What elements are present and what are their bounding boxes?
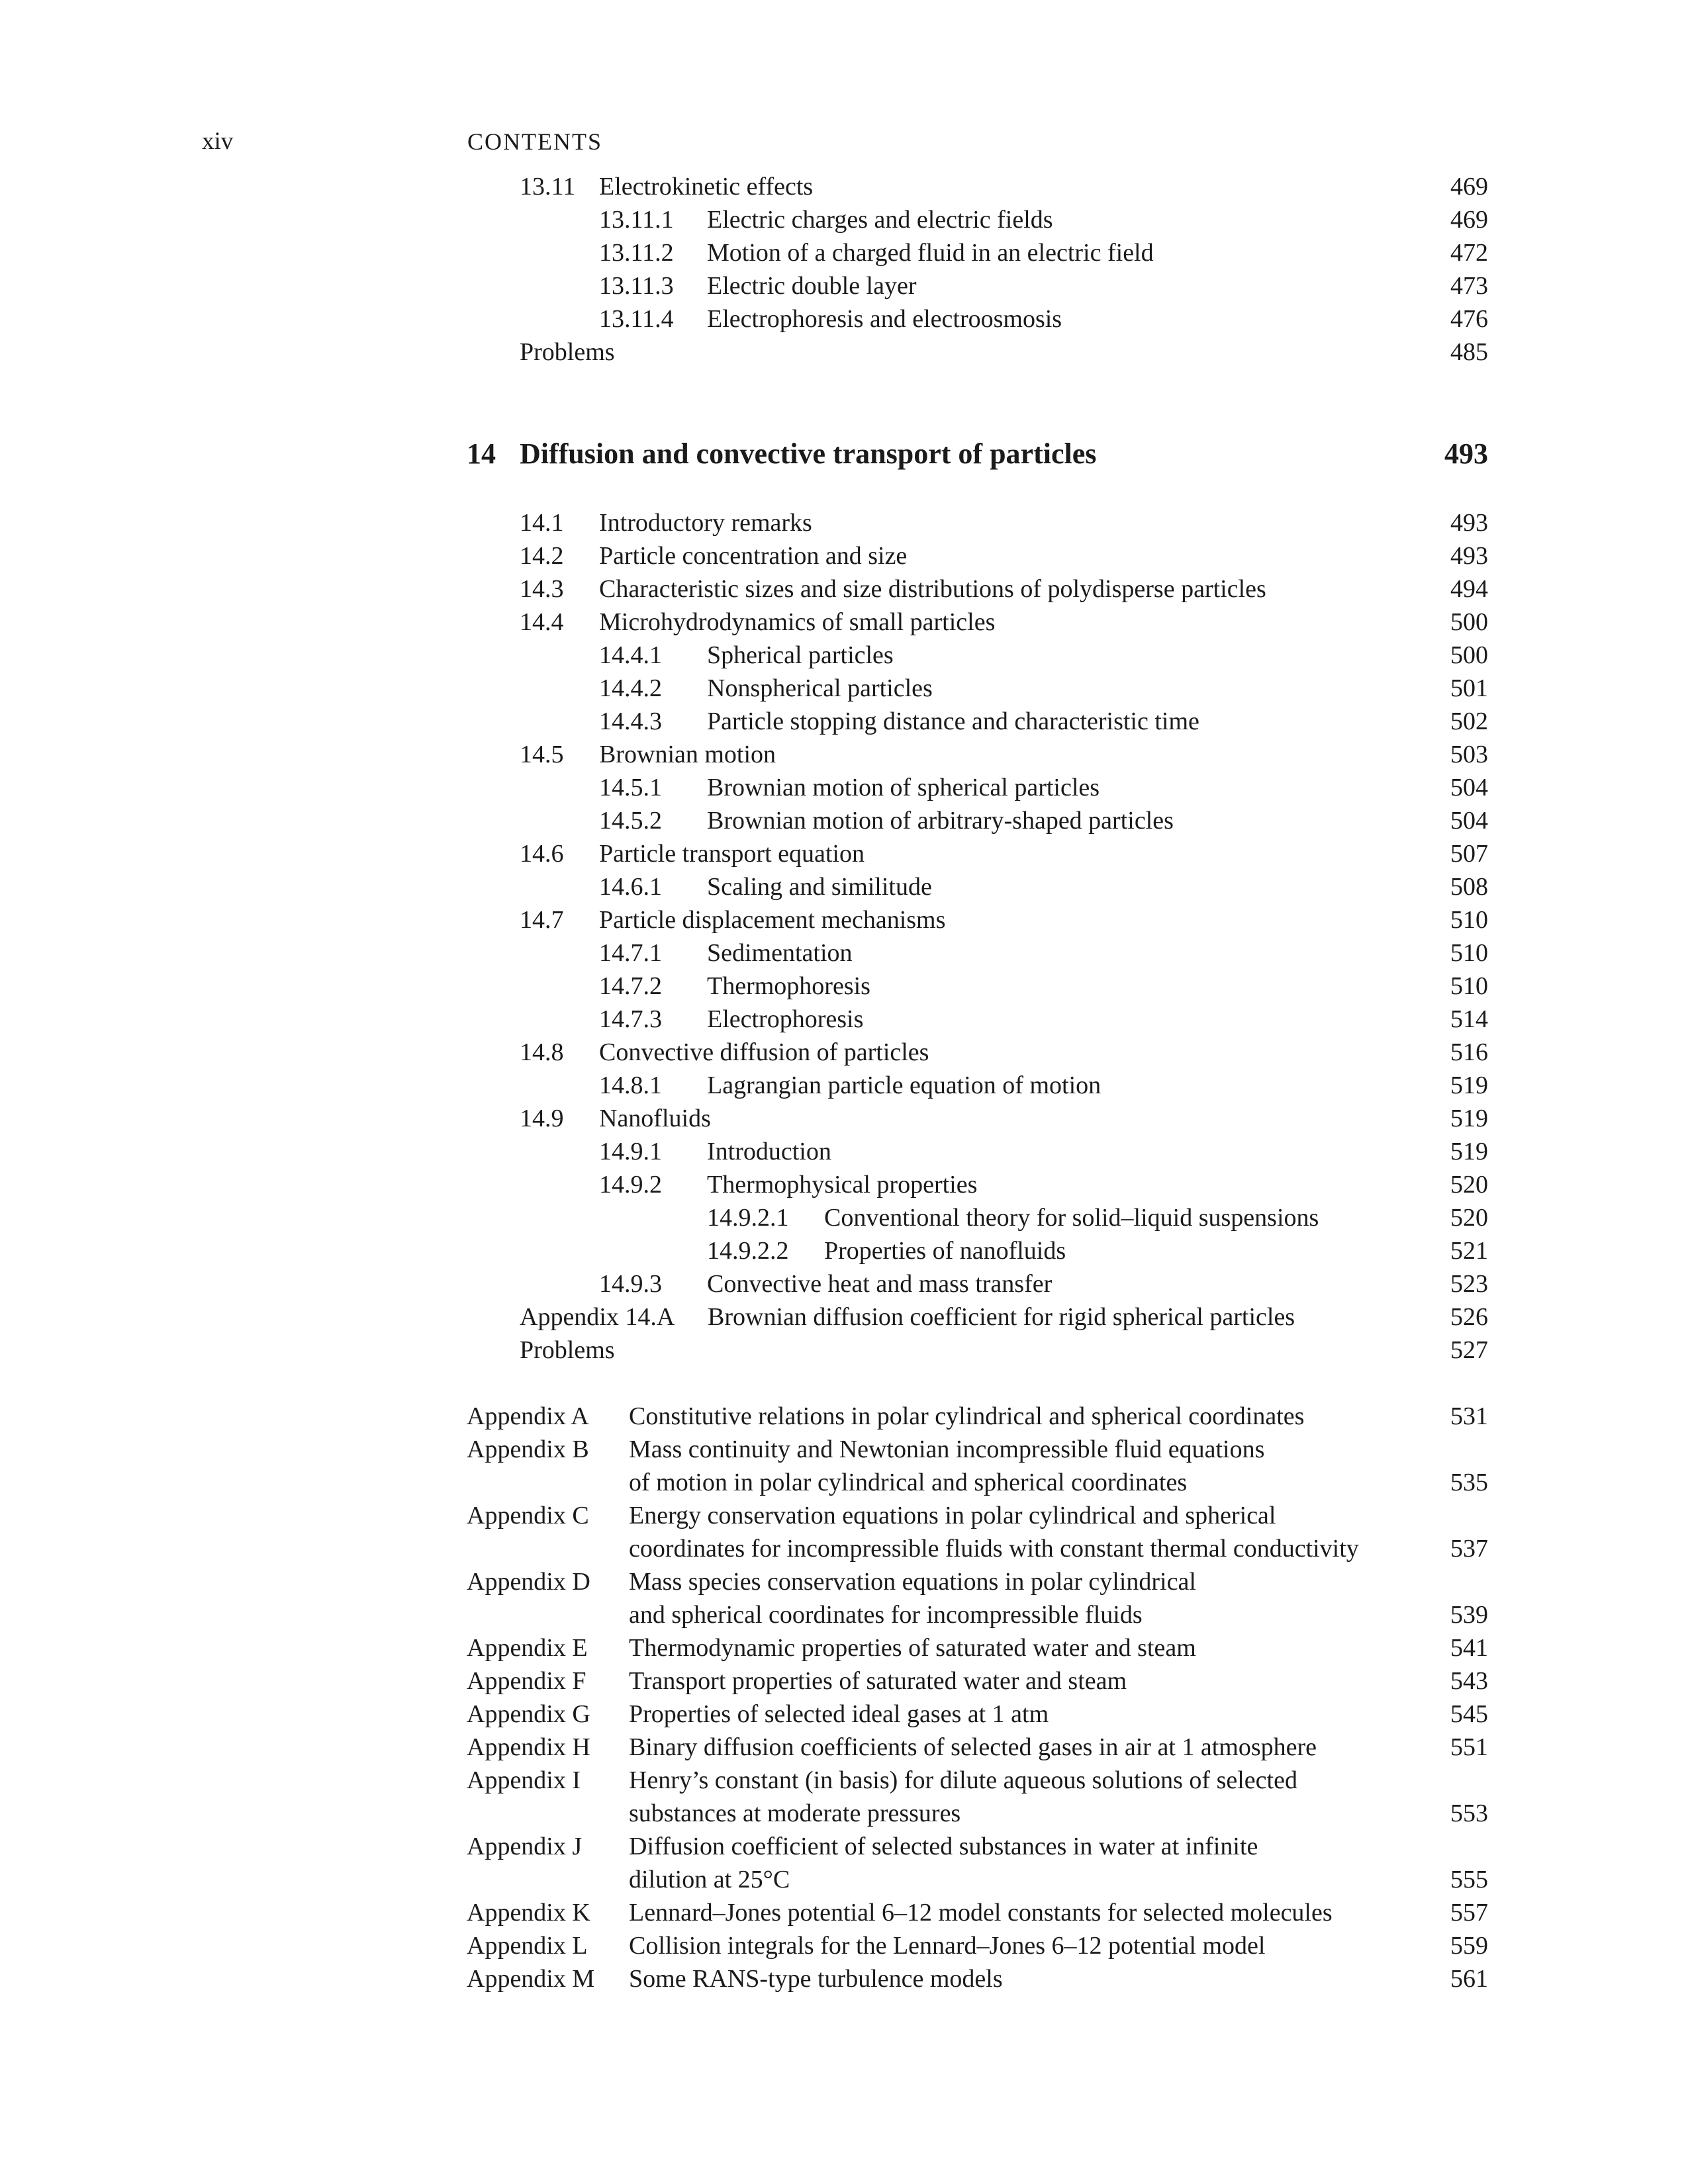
entry-title: Electrophoresis and electroosmosis — [707, 305, 1062, 333]
entry-title: Microhydrodynamics of small particles — [599, 608, 996, 636]
entry-number: Appendix F — [467, 1667, 586, 1695]
entry-page-number: 508 — [1450, 873, 1488, 901]
entry-number: Appendix C — [467, 1502, 589, 1529]
running-head: CONTENTS — [467, 128, 602, 155]
entry-title: Collision integrals for the Lennard–Jones 6–12 potential model — [629, 1932, 1266, 1960]
entry-title: Convective heat and mass transfer — [707, 1270, 1053, 1298]
entry-title: Thermophysical properties — [707, 1171, 978, 1199]
entry-title: Electric charges and electric fields — [707, 206, 1053, 234]
toc-entry — [463, 1600, 1488, 1633]
toc-entry — [463, 541, 1488, 574]
entry-page-number: 501 — [1450, 674, 1488, 702]
entry-title: Introduction — [707, 1138, 831, 1165]
entry-page-number: 510 — [1450, 906, 1488, 934]
entry-number: 14.9.2.2 — [707, 1237, 789, 1265]
toc-entry — [463, 1832, 1488, 1865]
entry-title: Some RANS-type turbulence models — [629, 1965, 1003, 1993]
entry-title: Particle concentration and size — [599, 542, 908, 570]
toc-entry — [463, 1468, 1488, 1501]
entry-number: 14.9.3 — [599, 1270, 662, 1298]
toc-section-13-block — [463, 172, 1488, 371]
entry-page-number: 469 — [1450, 206, 1488, 234]
toc-entry — [463, 806, 1488, 839]
entry-title: Electrokinetic effects — [599, 173, 814, 201]
entry-title: Diffusion coefficient of selected substances in water at infinite — [629, 1833, 1258, 1860]
toc-entry — [463, 1402, 1488, 1435]
toc-entry — [463, 608, 1488, 641]
entry-number: 14.8.1 — [599, 1071, 662, 1099]
toc-entry — [463, 839, 1488, 872]
entry-page-number: 500 — [1450, 608, 1488, 636]
entry-title: Lagrangian particle equation of motion — [707, 1071, 1102, 1099]
entry-title: Binary diffusion coefficients of selected gases in air at 1 atmosphere — [629, 1733, 1317, 1761]
entry-number: 14.7 — [520, 906, 564, 934]
entry-number: 14.4.2 — [599, 674, 662, 702]
entry-number: 14.6 — [520, 840, 564, 868]
entry-title: Constitutive relations in polar cylindrical and spherical coordinates — [629, 1402, 1305, 1430]
entry-page-number: 531 — [1450, 1402, 1488, 1430]
entry-page-number: 519 — [1450, 1105, 1488, 1132]
entry-title: Characteristic sizes and size distributions of polydisperse particles — [599, 575, 1266, 603]
toc-entry — [463, 707, 1488, 740]
toc-entry — [463, 1071, 1488, 1104]
toc-entry — [463, 1038, 1488, 1071]
entry-title: Thermodynamic properties of saturated water and steam — [629, 1634, 1196, 1662]
toc-entry — [463, 1633, 1488, 1666]
toc-entry — [463, 740, 1488, 773]
entry-number: Appendix I — [467, 1766, 581, 1794]
entry-number: Appendix L — [467, 1932, 588, 1960]
entry-page-number: 561 — [1450, 1965, 1488, 1993]
entry-page-number: 516 — [1450, 1038, 1488, 1066]
toc-entry — [463, 574, 1488, 608]
entry-page-number: 527 — [1450, 1336, 1488, 1364]
entry-title: Properties of nanofluids — [824, 1237, 1066, 1265]
entry-number: 14.5 — [520, 741, 564, 768]
toc-entry — [463, 1865, 1488, 1898]
entry-page-number: 543 — [1450, 1667, 1488, 1695]
toc-entry — [463, 1964, 1488, 1997]
entry-page-number: 507 — [1450, 840, 1488, 868]
entry-number: 14.1 — [520, 509, 564, 537]
entry-page-number: 472 — [1450, 239, 1488, 267]
entry-page-number: 559 — [1450, 1932, 1488, 1960]
entry-number: 13.11.2 — [599, 239, 674, 267]
entry-number: 14.4 — [520, 608, 564, 636]
entry-title: Spherical particles — [707, 641, 894, 669]
toc-entry — [463, 905, 1488, 938]
entry-title: Mass continuity and Newtonian incompressible fluid equations — [629, 1435, 1265, 1463]
entry-number: 14.6.1 — [599, 873, 662, 901]
entry-page-number: 523 — [1450, 1270, 1488, 1298]
entry-title: coordinates for incompressible fluids with constant thermal conductivity — [629, 1535, 1359, 1563]
entry-page-number: 502 — [1450, 707, 1488, 735]
entry-page-number: 473 — [1450, 272, 1488, 300]
entry-page-number: 541 — [1450, 1634, 1488, 1662]
entry-title: dilution at 25°C — [629, 1866, 790, 1893]
toc-entry — [463, 773, 1488, 806]
entry-page-number: 520 — [1450, 1171, 1488, 1199]
entry-number: Appendix B — [467, 1435, 589, 1463]
toc-entry — [463, 1104, 1488, 1137]
entry-number: 13.11.1 — [599, 206, 674, 234]
entry-title: Brownian motion of arbitrary-shaped particles — [707, 807, 1174, 835]
toc-entry — [463, 338, 1488, 371]
entry-title: Convective diffusion of particles — [599, 1038, 929, 1066]
entry-page-number: 555 — [1450, 1866, 1488, 1893]
entry-number: Appendix D — [467, 1568, 590, 1596]
toc-entry — [463, 1302, 1488, 1336]
entry-title: Energy conservation equations in polar cylindrical and spherical — [629, 1502, 1276, 1529]
toc-entry — [463, 1501, 1488, 1534]
entry-number: 13.11 — [520, 173, 576, 201]
entry-number: 13.11.4 — [599, 305, 674, 333]
entry-page-number: 469 — [1450, 173, 1488, 201]
entry-title: Electric double layer — [707, 272, 917, 300]
toc-entry — [463, 271, 1488, 304]
entry-number: 14.9.2.1 — [707, 1204, 789, 1232]
chapter-page-number: 493 — [1444, 437, 1488, 470]
entry-page-number: 526 — [1450, 1303, 1488, 1331]
toc-entry — [463, 1799, 1488, 1832]
toc-entry — [463, 172, 1488, 205]
entry-page-number: 520 — [1450, 1204, 1488, 1232]
entry-number: Appendix 14.A — [520, 1303, 675, 1331]
chapter-title: Diffusion and convective transport of particles — [520, 437, 1097, 470]
toc-entry — [463, 1666, 1488, 1700]
entry-title: substances at moderate pressures — [629, 1799, 961, 1827]
toc-entry — [463, 1269, 1488, 1302]
entry-title: Nonspherical particles — [707, 674, 933, 702]
entry-title: and spherical coordinates for incompressible fluids — [629, 1601, 1143, 1629]
entry-number: 14.7.1 — [599, 939, 662, 967]
entry-number: Appendix E — [467, 1634, 588, 1662]
entry-page-number: 476 — [1450, 305, 1488, 333]
entry-title: Problems — [520, 1336, 615, 1364]
entry-number: Appendix J — [467, 1833, 583, 1860]
entry-number: 14.5.1 — [599, 774, 662, 801]
entry-number: 14.5.2 — [599, 807, 662, 835]
entry-page-number: 539 — [1450, 1601, 1488, 1629]
entry-page-number: 553 — [1450, 1799, 1488, 1827]
entry-number: 14.9.1 — [599, 1138, 662, 1165]
entry-title: Introductory remarks — [599, 509, 812, 537]
entry-title: Henry’s constant (in basis) for dilute aqueous solutions of selected — [629, 1766, 1297, 1794]
entry-page-number: 510 — [1450, 939, 1488, 967]
entry-title: Motion of a charged fluid in an electric field — [707, 239, 1154, 267]
toc-entry — [463, 674, 1488, 707]
entry-page-number: 510 — [1450, 972, 1488, 1000]
entry-title: Sedimentation — [707, 939, 853, 967]
toc-entry — [463, 508, 1488, 541]
entry-title: Nanofluids — [599, 1105, 711, 1132]
entry-title: Conventional theory for solid–liquid suspensions — [824, 1204, 1319, 1232]
entry-page-number: 551 — [1450, 1733, 1488, 1761]
entry-number: 14.4.1 — [599, 641, 662, 669]
entry-title: Particle stopping distance and characteristic time — [707, 707, 1199, 735]
toc-entry — [463, 1700, 1488, 1733]
chapter-row — [463, 437, 1488, 474]
entry-title: Particle displacement mechanisms — [599, 906, 946, 934]
entry-title: Thermophoresis — [707, 972, 870, 1000]
entry-number: Appendix G — [467, 1700, 590, 1728]
entry-number: 13.11.3 — [599, 272, 674, 300]
toc-entry — [463, 972, 1488, 1005]
entry-page-number: 493 — [1450, 509, 1488, 537]
toc-entry — [463, 1931, 1488, 1964]
entry-title: Problems — [520, 338, 615, 366]
toc-entry — [463, 1435, 1488, 1468]
entry-number: 14.2 — [520, 542, 564, 570]
entry-number: 14.9 — [520, 1105, 564, 1132]
entry-number: Appendix M — [467, 1965, 595, 1993]
entry-number: Appendix A — [467, 1402, 589, 1430]
entry-page-number: 521 — [1450, 1237, 1488, 1265]
entry-page-number: 500 — [1450, 641, 1488, 669]
entry-page-number: 535 — [1450, 1469, 1488, 1496]
entry-number: 14.3 — [520, 575, 564, 603]
toc-entry — [463, 1236, 1488, 1269]
entry-page-number: 557 — [1450, 1899, 1488, 1927]
entry-page-number: 504 — [1450, 774, 1488, 801]
toc-entry — [463, 1137, 1488, 1170]
entry-title: Electrophoresis — [707, 1005, 864, 1033]
entry-number: 14.7.3 — [599, 1005, 662, 1033]
toc-entry — [463, 641, 1488, 674]
entry-page-number: 545 — [1450, 1700, 1488, 1728]
chapter-14-heading-block — [463, 437, 1488, 474]
toc-entry — [463, 1170, 1488, 1203]
entry-title: Mass species conservation equations in polar cylindrical — [629, 1568, 1196, 1596]
entry-title: Brownian motion of spherical particles — [707, 774, 1100, 801]
toc-entry — [463, 205, 1488, 238]
toc-entry — [463, 1567, 1488, 1600]
toc-section-14-block — [463, 508, 1488, 1369]
entry-page-number: 504 — [1450, 807, 1488, 835]
toc-entry — [463, 1336, 1488, 1369]
toc-entry — [463, 1733, 1488, 1766]
entry-page-number: 503 — [1450, 741, 1488, 768]
entry-title: Brownian motion — [599, 741, 776, 768]
entry-page-number: 537 — [1450, 1535, 1488, 1563]
entry-title: Transport properties of saturated water and steam — [629, 1667, 1127, 1695]
toc-entry — [463, 1005, 1488, 1038]
toc-entry — [463, 1898, 1488, 1931]
entry-number: 14.7.2 — [599, 972, 662, 1000]
entry-page-number: 519 — [1450, 1138, 1488, 1165]
toc-entry — [463, 1203, 1488, 1236]
toc-entry — [463, 1534, 1488, 1567]
entry-number: 14.8 — [520, 1038, 564, 1066]
toc-entry — [463, 1766, 1488, 1799]
toc-appendices-block — [463, 1402, 1488, 1997]
entry-page-number: 485 — [1450, 338, 1488, 366]
entry-number: 14.9.2 — [599, 1171, 662, 1199]
toc-entry — [463, 238, 1488, 271]
entry-title: Lennard–Jones potential 6–12 model constants for selected molecules — [629, 1899, 1333, 1927]
entry-number: 14.4.3 — [599, 707, 662, 735]
entry-title: Properties of selected ideal gases at 1 atm — [629, 1700, 1049, 1728]
chapter-number: 14 — [467, 437, 496, 470]
entry-title: Scaling and similitude — [707, 873, 932, 901]
entry-number: Appendix H — [467, 1733, 590, 1761]
toc-entry — [463, 304, 1488, 338]
toc-entry — [463, 938, 1488, 972]
entry-title: Brownian diffusion coefficient for rigid spherical particles — [708, 1303, 1295, 1331]
entry-page-number: 519 — [1450, 1071, 1488, 1099]
entry-page-number: 514 — [1450, 1005, 1488, 1033]
toc-entry — [463, 872, 1488, 905]
page-folio: xiv — [202, 128, 234, 155]
entry-page-number: 494 — [1450, 575, 1488, 603]
entry-title: of motion in polar cylindrical and spherical coordinates — [629, 1469, 1188, 1496]
entry-page-number: 493 — [1450, 542, 1488, 570]
entry-title: Particle transport equation — [599, 840, 865, 868]
entry-number: Appendix K — [467, 1899, 590, 1927]
